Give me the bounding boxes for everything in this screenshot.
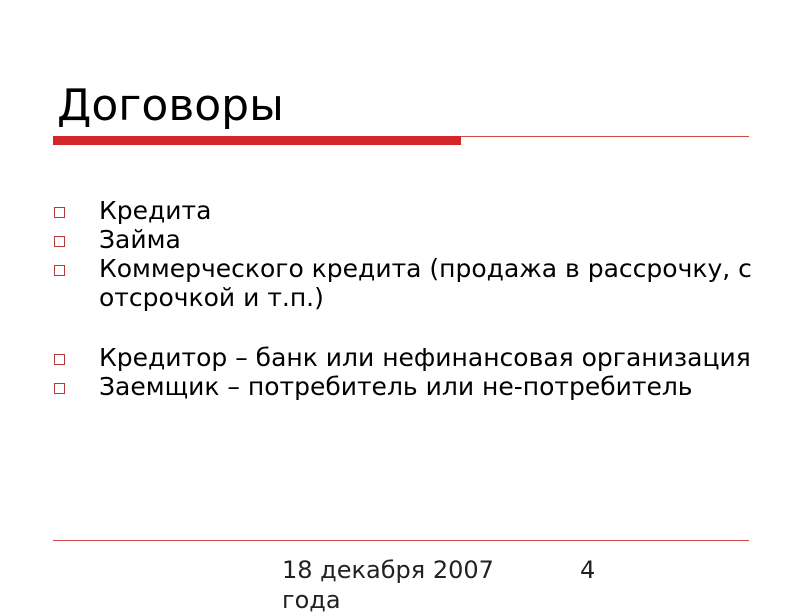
bullet-item-commercial-credit <box>53 254 753 312</box>
square-bullet-icon <box>54 207 65 218</box>
bullet-item-creditor <box>53 343 753 372</box>
square-bullet-icon <box>54 383 65 394</box>
bullet-item-borrower <box>53 372 753 401</box>
title-accent-bar <box>53 136 461 145</box>
bullet-text: Заемщик – потребитель или не-потребитель <box>99 372 693 401</box>
bullet-list <box>53 196 753 401</box>
square-bullet-icon <box>54 265 65 276</box>
footer-date: 18 декабря 2007 года <box>282 556 494 614</box>
bullet-item-loan <box>53 225 753 254</box>
bullet-text: Займа <box>99 225 181 254</box>
slide-title: Договоры <box>57 80 284 131</box>
bullet-text: Кредита <box>99 196 212 225</box>
footer-divider <box>53 540 749 541</box>
bullet-item-credit <box>53 196 753 225</box>
page-number: 4 <box>580 556 596 584</box>
square-bullet-icon <box>54 236 65 247</box>
bullet-text: Кредитор – банк или нефинансовая организация <box>99 343 751 372</box>
bullet-text: Коммерческого кредита (продажа в рассрочку, с отсрочкой и т.п.) <box>99 254 752 312</box>
square-bullet-icon <box>54 354 65 365</box>
